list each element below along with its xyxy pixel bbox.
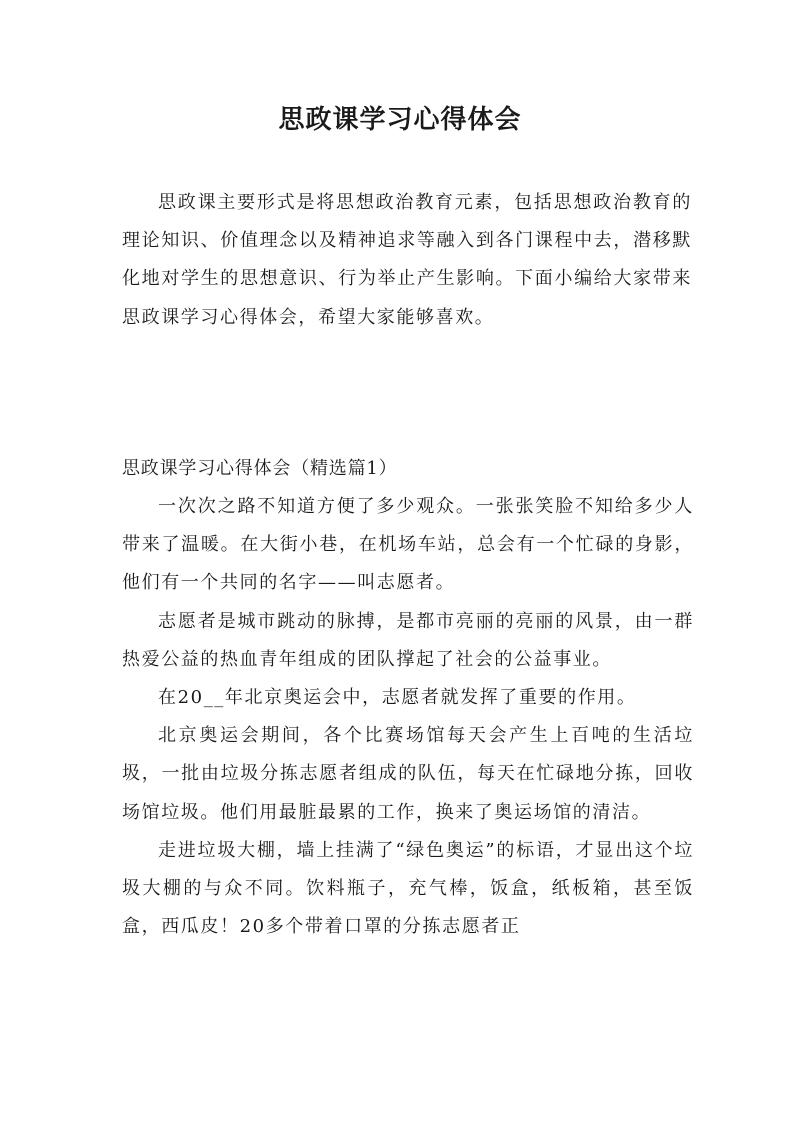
document-title: 思政课学习心得体会 bbox=[278, 105, 522, 135]
body-paragraph: 志愿者是城市跳动的脉搏，是都市亮丽的亮丽的风景，由一群热爱公益的热血青年组成的团队撑起了社会的公益事业。 bbox=[122, 610, 694, 670]
section-heading: 思政课学习心得体会（精选篇1） bbox=[122, 458, 398, 479]
section-1 bbox=[122, 450, 694, 946]
body-paragraph: 一次次之路不知道方便了多少观众。一张张笑脸不知给多少人带来了温暖。在大街小巷，在机场车站，总会有一个忙碌的身影，他们有一个共同的名字——叫志愿者。 bbox=[122, 496, 694, 594]
body-paragraph: 走进垃圾大棚，墙上挂满了“绿色奥运”的标语，才显出这个垃圾大棚的与众不同。饮料瓶子，充气棒，饭盒，纸板箱，甚至饭盒，西瓜皮！20多个带着口罩的分拣志愿者正 bbox=[122, 839, 694, 938]
body-paragraph: 在20__年北京奥运会中，志愿者就发挥了重要的作用。 bbox=[158, 687, 637, 709]
body-paragraph: 北京奥运会期间，各个比赛场馆每天会产生上百吨的生活垃圾，一批由垃圾分拣志愿者组成的队伍，每天在忙碌地分拣，回收场馆垃圾。他们用最脏最累的工作，换来了奥运场馆的清洁。 bbox=[122, 725, 694, 823]
intro-paragraph: 思政课主要形式是将思想政治教育元素，包括思想政治教育的理论知识、价值理念以及精神追求等融入到各门课程中去，潜移默化地对学生的思想意识、行为举止产生影响。下面小编给大家带来思政课学习心得体会，希望大家能够喜欢。 bbox=[122, 192, 692, 328]
